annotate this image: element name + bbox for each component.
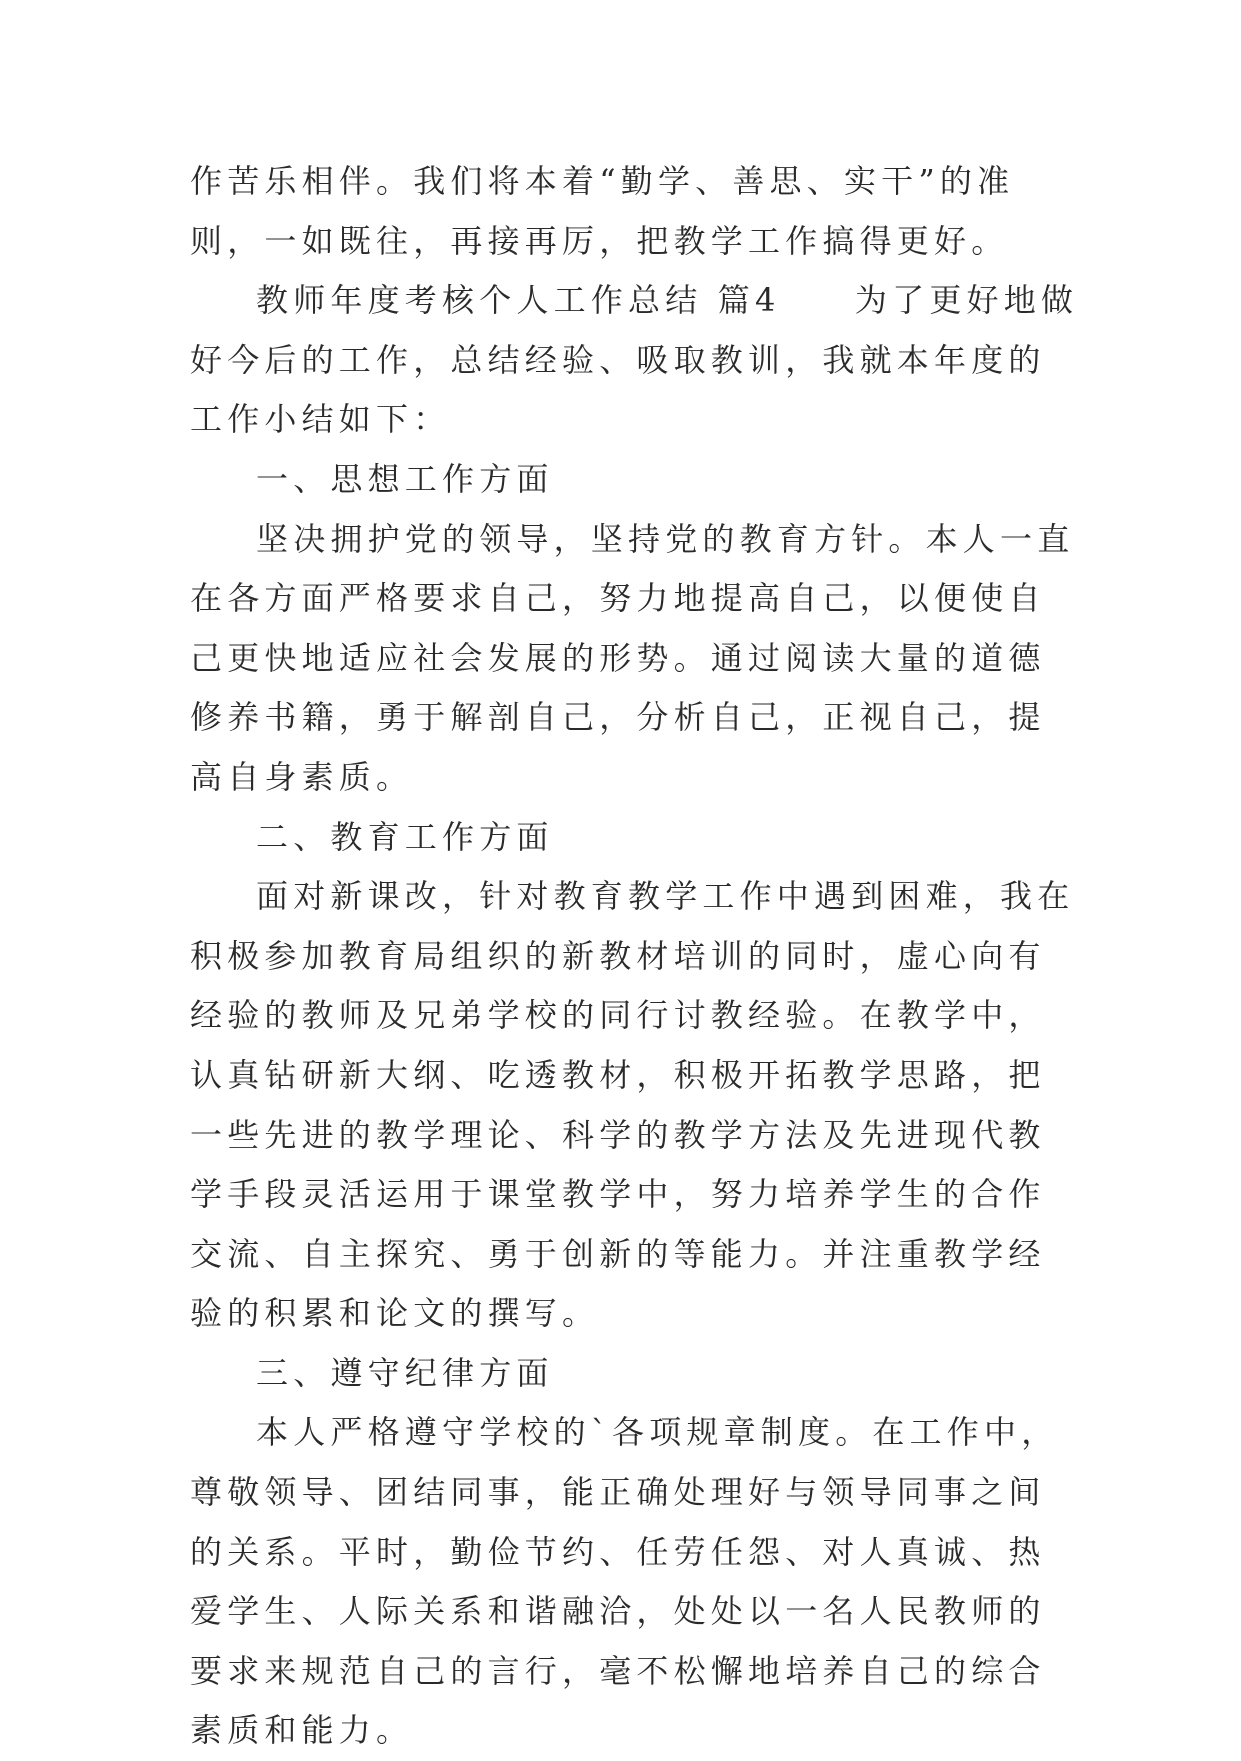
paragraph-continuation: 作苦乐相伴。我们将本着“勤学、善思、实干”的准则，一如既往，再接再厉，把教学工作搞得更好。 — [190, 162, 1015, 260]
paragraph-discipline: 本人严格遵守学校的`各项规章制度。在工作中，尊敬领导、团结同事，能正确处理好与领导同事之间的关系。平时，勤俭节约、任劳任怨、对人真诚、热爱学生、人际关系和谐融洽，处处以一名人民教师的要求来规范自己的言行，毫不松懈地培养自己的综合素质和能力。 — [190, 1413, 1059, 1750]
paragraph-section-intro: 教师年度考核个人工作总结 篇4 为了更好地做好今后的工作，总结经验、吸取教训，我就本年度的工作小结如下： — [190, 281, 1079, 439]
heading-discipline: 三、遵守纪律方面 — [256, 1353, 554, 1392]
heading-education: 二、教育工作方面 — [256, 817, 554, 856]
paragraph-ideology: 坚决拥护党的领导，坚持党的教育方针。本人一直在各方面严格要求自己，努力地提高自己，以便使自己更快地适应社会发展的形势。通过阅读大量的道德修养书籍，勇于解剖自己，分析自己，正视自己，提高自身素质。 — [190, 519, 1075, 796]
heading-ideology: 一、思想工作方面 — [256, 459, 554, 498]
document-body — [190, 152, 1080, 1761]
paragraph-education: 面对新课改，针对教育教学工作中遇到困难，我在积极参加教育局组织的新教材培训的同时，虚心向有经验的教师及兄弟学校的同行讨教经验。在教学中，认真钻研新大纲、吃透教材，积极开拓教学思路，把一些先进的教学理论、科学的教学方法及先进现代教学手段灵活运用于课堂教学中，努力培养学生的合作交流、自主探究、勇于创新的等能力。并注重教学经验的积累和论文的撰写。 — [190, 877, 1075, 1333]
